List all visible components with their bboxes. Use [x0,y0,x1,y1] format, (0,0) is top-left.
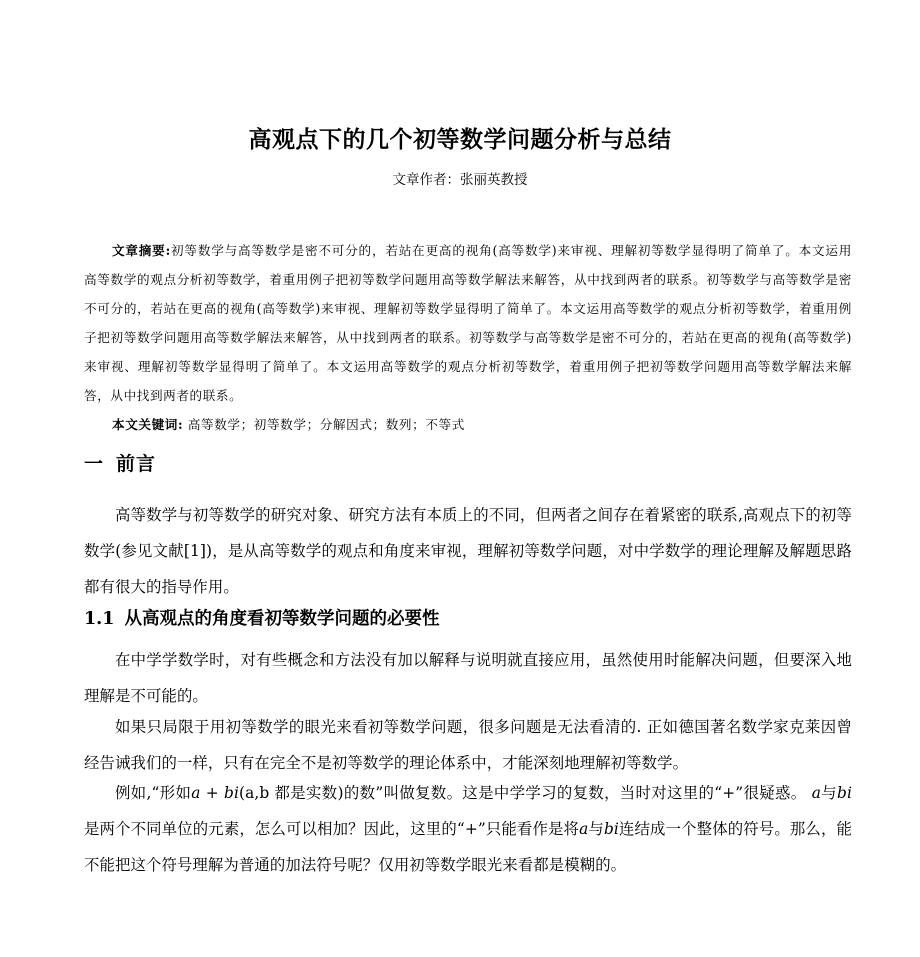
subsection-title: 从高观点的角度看初等数学问题的必要性 [124,609,440,629]
keywords-text: 高等数学；初等数学；分解因式；数列；不等式 [187,417,465,432]
abstract-label: 文章摘要: [112,243,171,258]
paragraph-3-text-c: 与 [821,784,838,802]
section-number: 一 [84,453,105,475]
paragraph-3-text-e: 与 [588,820,604,838]
section-heading [84,451,156,477]
math-symbol: bi [837,784,852,802]
document-title: 高观点下的几个初等数学问题分析与总结 [248,126,672,153]
paragraph-3-text-f: 连结成一个整体的符号。那么，能不能把这个符号理解为普通的加法符号呢？仅用初等数学眼光来看都是模糊的。 [84,820,852,874]
intro-paragraph: 高等数学与初等数学的研究对象、研究方法有本质上的不同，但两者之间存在着紧密的联系,高观点下的初等数学(参见文献[1])，是从高等数学的观点和角度来审视，理解初等数学问题，对中学数学的理论理解及解题思路都有很大的指导作用。 [84,506,852,596]
keywords [112,410,465,439]
paragraph-3-text-d: 是两个不同单位的元素，怎么可以相加？因此，这里的“+”只能看作是将 [84,820,580,838]
math-symbol: a [811,784,821,802]
subsection-heading [84,606,439,632]
math-symbol: bi [603,820,619,838]
subsection-number: 1.1 [84,609,115,629]
section-title: 前言 [116,453,157,475]
abstract [84,236,852,410]
math-symbol: a [579,820,589,838]
paragraph-3-text-b: (a,b 都是实数)的数”叫做复数。这是中学学习的复数，当时对这里的“+”很疑惑。 [238,784,807,802]
paragraph-2: 如果只局限于用初等数学的眼光来看初等数学问题，很多问题是无法看清的. 正如德国著名数学家克莱因曾经告诫我们的一样，只有在完全不是初等数学的理论体系中，才能深刻地理解初等数学。 [84,718,852,772]
abstract-text: 初等数学与高等数学是密不可分的，若站在更高的视角(高等数学)来审视、理解初等数学显得明了简单了。本文运用高等数学的观点分析初等数学，着重用例子把初等数学问题用高等数学解法来解答，从中找到两者的联系。初等数学与高等数学是密不可分的，若站在更高的视角(高等数学)来审视、理解初等数学显得明了简单了。本文运用高等数学的观点分析初等数学，着重用例子把初等数学问题用高等数学解法来解答，从中找到两者的联系。初等数学与高等数学是密不可分的，若站在更高的视角(高等数学)来审视、理解初等数学显得明了简单了。本文运用高等数学的观点分析初等数学，着重用例子把初等数学问题用高等数学解法来解答，从中找到两者的联系。 [84,243,852,403]
paragraph-3-text-a: 例如,“形如 [115,784,192,802]
keywords-label: 本文关键词: [112,417,184,432]
document-author: 文章作者：张丽英教授 [392,172,528,188]
math-expression: a + bi [191,784,239,802]
paragraph-1: 在中学学数学时，对有些概念和方法没有加以解释与说明就直接应用，虽然使用时能解决问题，但要深入地理解是不可能的。 [84,651,852,705]
paragraph-3 [84,775,852,883]
